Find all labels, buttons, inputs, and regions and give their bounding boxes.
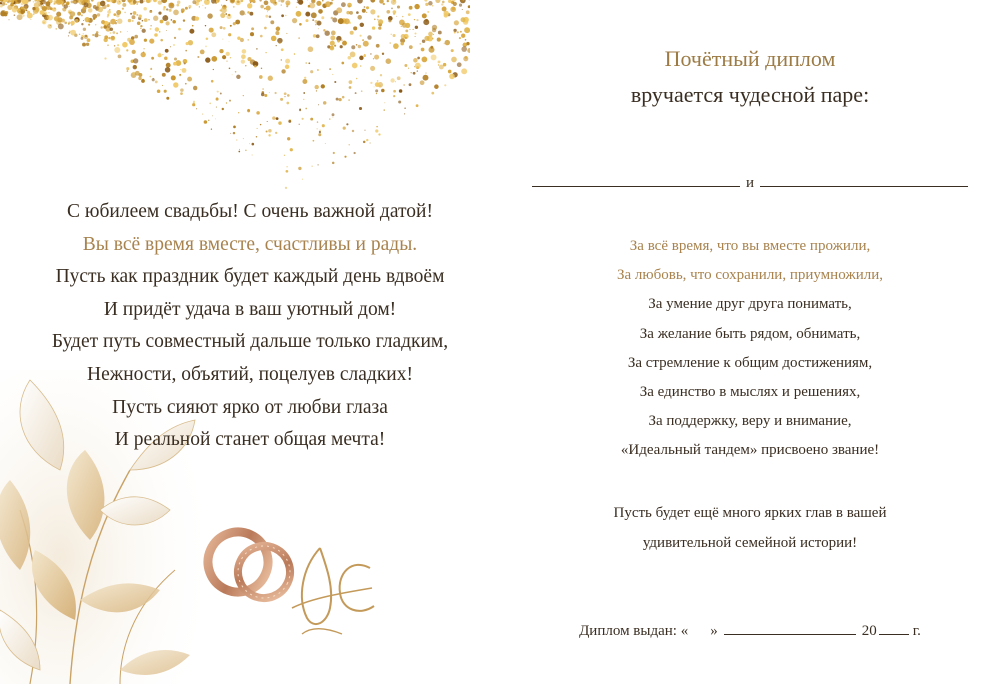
verse-line: «Идеальный тандем» присвоено звание! xyxy=(620,442,880,459)
poem-line: Нежности, объятий, поцелуев сладких! xyxy=(87,363,413,385)
poem-line: Будет путь совместный дальше только гладким, xyxy=(51,331,449,353)
poem-line: С юбилеем свадьбы! С очень важной датой! xyxy=(67,201,433,222)
quote-close: » xyxy=(710,623,718,639)
names-separator: и xyxy=(745,175,755,191)
poem-line: И придёт удача в ваш уютный дом! xyxy=(103,298,397,320)
wish xyxy=(500,499,1000,558)
couple-names-line xyxy=(500,172,1000,192)
poem-line: Пусть как праздник будет каждый день вдвоём xyxy=(55,266,445,288)
wish-line: Пусть будет ещё много ярких глав в вашей xyxy=(613,505,887,521)
verse-line: За стремление к общим достижениям, xyxy=(627,354,873,371)
poem-line: Вы всё время вместе, счастливы и рады. xyxy=(82,233,418,255)
first-name-blank[interactable] xyxy=(532,172,740,187)
issued-date-line xyxy=(500,621,1000,640)
poem xyxy=(0,196,500,457)
monogram-icon xyxy=(282,538,382,642)
verse-line: За умение друг друга понимать, xyxy=(648,296,852,313)
verse-line: За единство в мыслях и решениях, xyxy=(639,384,861,401)
month-blank[interactable] xyxy=(724,621,856,635)
verse-line: За всё время, что вы вместе прожили, xyxy=(629,238,871,254)
issued-label: Диплом выдан: « xyxy=(579,623,689,639)
year-blank[interactable] xyxy=(879,621,909,635)
gold-glitter-decoration xyxy=(0,0,470,200)
verse-line: За любовь, что сохранили, приумножили, xyxy=(617,267,883,284)
second-name-blank[interactable] xyxy=(760,172,968,187)
verse xyxy=(500,232,1000,466)
poem-line: Пусть сияют ярко от любви глаза xyxy=(112,396,388,418)
verse-line: За поддержку, веру и внимание, xyxy=(648,413,852,430)
verse-line: За желание быть рядом, обнимать, xyxy=(639,325,861,342)
year-suffix: г. xyxy=(912,623,921,639)
century-text: 20 xyxy=(861,623,877,639)
diploma-subtitle: вручается чудесной паре: xyxy=(630,82,870,107)
poem-line: И реальной станет общая мечта! xyxy=(114,429,386,451)
diploma-title: Почётный диплом xyxy=(664,46,836,71)
wish-line: удивительной семейной истории! xyxy=(642,534,858,551)
